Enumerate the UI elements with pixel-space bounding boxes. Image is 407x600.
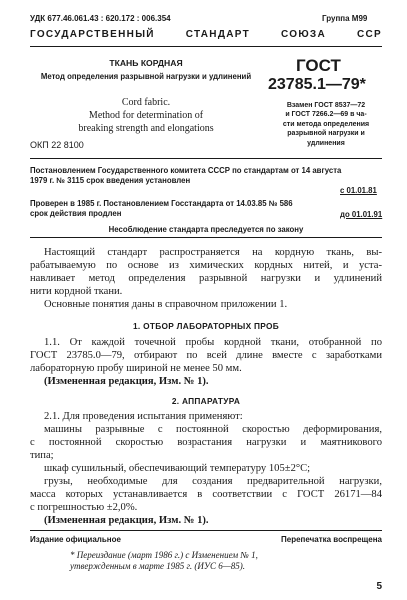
page-number: 5 xyxy=(376,581,382,592)
intro-date: с 01.01.81 xyxy=(340,186,377,195)
checked-text: Проверен в 1985 г. Постановлением Госстандарта от 14.03.85 № 586 срок действия продлен xyxy=(30,199,293,218)
title-en-1: Cord fabric. xyxy=(121,97,171,108)
gost-number: 23785.1—79* xyxy=(268,76,366,93)
section-1-heading: 1. ОТБОР ЛАБОРАТОРНЫХ ПРОБ xyxy=(132,321,280,331)
section-2-body: 2.1. Для проведения испытания применяют: машины разрывные с постоянной скоростью деформирования, с постоянной скоростью возрастания нагрузки и маятникового типа; шкаф сушильный, обеспечивающий температуру 105±2°С; грузы, необходимые для создания предварительной нагрузки, масса которых устанавливается в соответствии с ГОСТ 26171—84 с погрешностью ±2,0%. (Измененная редакция, Изм. № 1). xyxy=(30,411,382,526)
official-edition: Издание официальное xyxy=(30,535,121,544)
section-2-heading: 2. АППАРАТУРА xyxy=(171,396,241,406)
title-en-2: Method for determination of xyxy=(88,110,204,121)
section-1-body: 1.1. От каждой точечной пробы кордной ткани, отобранной по ГОСТ 23785.0—79, отбирают по всей длине вместе с заработками лабораторную пробу шириной не менее 50 мм. (Измененная редакция, Изм. № 1). xyxy=(30,337,382,387)
meta-rule xyxy=(30,237,382,238)
extended-date: до 01.01.91 xyxy=(340,210,383,219)
group-code: Группа М99 xyxy=(322,14,368,23)
intro-paragraph: Настоящий стандарт распространяется на кордную ткань, вы- рабатываемую по основе из химических кордных нитей, и уста- навливает метод определения разрывной нагрузки и удлинений нити кордной ткани. Основные понятия даны в справочном приложении 1. xyxy=(30,247,382,310)
subtitle-ru: Метод определения разрывной нагрузки и удлинений xyxy=(40,72,252,81)
title-en-3: breaking strength and elongations xyxy=(78,123,214,134)
footer-rule xyxy=(30,530,382,531)
replaces-block: Взамен ГОСТ 8537—72 и ГОСТ 7266.2—69 в ча- сти метода определения разрывной нагрузки и удлинения xyxy=(282,102,370,147)
okp-code: ОКП 22 8100 xyxy=(30,140,84,150)
penalty-notice: Несоблюдение стандарта преследуется по закону xyxy=(108,225,304,234)
udc-code: УДК 677.46.061.43 : 620.172 : 006.354 xyxy=(30,14,171,23)
title-ru: ТКАНЬ КОРДНАЯ xyxy=(109,58,183,68)
title-rule xyxy=(30,158,382,159)
header-rule xyxy=(30,46,382,47)
edition-footnote: * Переиздание (март 1986 г.) с Изменением № 1, утвержденным в марте 1985 г. (ИУС 6—85). xyxy=(70,550,258,571)
approved-text: Постановлением Государственного комитета СССР по стандартам от 14 августа 1979 г. № 3115 срок введения установлен xyxy=(30,166,342,185)
gost-label: ГОСТ xyxy=(296,56,341,75)
state-standard-banner: ГОСУДАРСТВЕННЫЙ СТАНДАРТ СОЮЗА ССР xyxy=(30,29,382,40)
reprint-notice: Перепечатка воспрещена xyxy=(281,535,382,544)
